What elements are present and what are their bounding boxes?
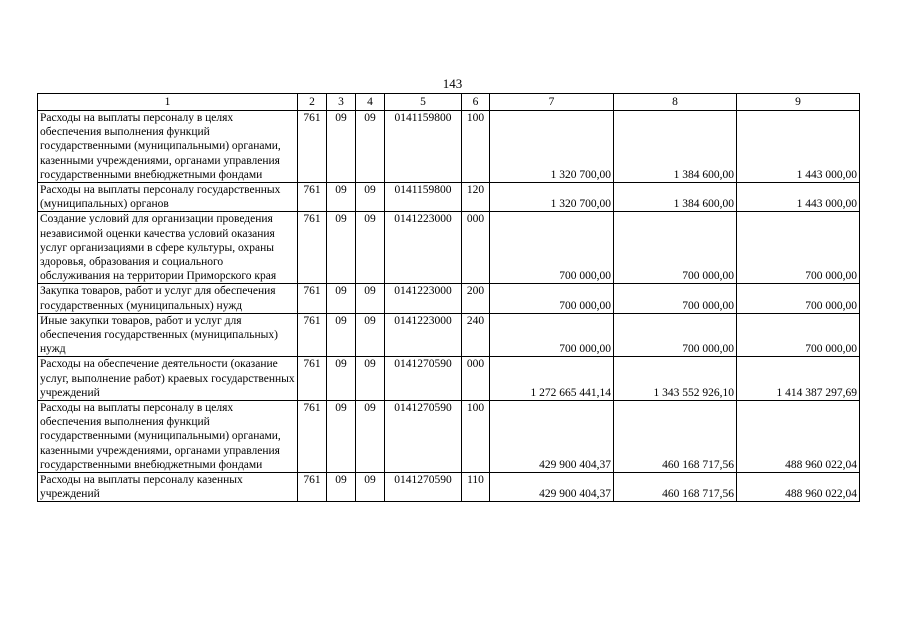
code-cell: 0141270590 xyxy=(385,357,462,401)
amount-cell: 488 960 022,04 xyxy=(737,473,860,502)
code-cell: 761 xyxy=(298,357,327,401)
header-cell: 9 xyxy=(737,94,860,111)
amount-cell: 429 900 404,37 xyxy=(490,401,614,473)
code-cell: 110 xyxy=(462,473,490,502)
code-cell: 240 xyxy=(462,313,490,357)
code-cell: 000 xyxy=(462,212,490,284)
header-cell: 2 xyxy=(298,94,327,111)
description-cell: Иные закупки товаров, работ и услуг для обеспечения государственных (муниципальных) нужд xyxy=(38,313,298,357)
amount-cell: 1 414 387 297,69 xyxy=(737,357,860,401)
amount-cell: 1 384 600,00 xyxy=(614,183,737,212)
description-cell: Расходы на выплаты персоналу в целях обеспечения выполнения функций государственными (муниципальными) органами, казенными учреждениями, органами управления государственными внебюджетными фондами xyxy=(38,111,298,183)
code-cell: 000 xyxy=(462,357,490,401)
description-cell: Расходы на выплаты персоналу казенных учреждений xyxy=(38,473,298,502)
code-cell: 09 xyxy=(356,212,385,284)
amount-cell: 700 000,00 xyxy=(614,313,737,357)
amount-cell: 429 900 404,37 xyxy=(490,473,614,502)
amount-cell: 1 320 700,00 xyxy=(490,183,614,212)
header-cell: 7 xyxy=(490,94,614,111)
header-cell: 5 xyxy=(385,94,462,111)
amount-cell: 1 343 552 926,10 xyxy=(614,357,737,401)
code-cell: 09 xyxy=(327,183,356,212)
table-row xyxy=(38,183,860,212)
code-cell: 761 xyxy=(298,313,327,357)
amount-cell: 700 000,00 xyxy=(737,313,860,357)
amount-cell: 700 000,00 xyxy=(490,212,614,284)
code-cell: 0141159800 xyxy=(385,183,462,212)
code-cell: 09 xyxy=(356,357,385,401)
header-cell: 1 xyxy=(38,94,298,111)
table-row xyxy=(38,284,860,313)
code-cell: 761 xyxy=(298,111,327,183)
description-cell: Расходы на обеспечение деятельности (оказание услуг, выполнение работ) краевых государственных учреждений xyxy=(38,357,298,401)
amount-cell: 700 000,00 xyxy=(614,212,737,284)
amount-cell: 488 960 022,04 xyxy=(737,401,860,473)
header-cell: 3 xyxy=(327,94,356,111)
code-cell: 761 xyxy=(298,212,327,284)
code-cell: 761 xyxy=(298,183,327,212)
code-cell: 09 xyxy=(327,473,356,502)
amount-cell: 1 443 000,00 xyxy=(737,183,860,212)
code-cell: 09 xyxy=(356,313,385,357)
code-cell: 761 xyxy=(298,473,327,502)
code-cell: 0141270590 xyxy=(385,473,462,502)
code-cell: 09 xyxy=(327,357,356,401)
table-row xyxy=(38,111,860,183)
code-cell: 09 xyxy=(356,111,385,183)
amount-cell: 1 443 000,00 xyxy=(737,111,860,183)
code-cell: 09 xyxy=(356,473,385,502)
table-header-row xyxy=(38,94,860,111)
code-cell: 0141159800 xyxy=(385,111,462,183)
amount-cell: 1 320 700,00 xyxy=(490,111,614,183)
table-row xyxy=(38,313,860,357)
budget-table xyxy=(37,93,860,502)
code-cell: 09 xyxy=(356,183,385,212)
code-cell: 09 xyxy=(327,284,356,313)
amount-cell: 460 168 717,56 xyxy=(614,401,737,473)
amount-cell: 700 000,00 xyxy=(490,284,614,313)
table-row xyxy=(38,212,860,284)
amount-cell: 700 000,00 xyxy=(737,212,860,284)
header-cell: 4 xyxy=(356,94,385,111)
description-cell: Закупка товаров, работ и услуг для обеспечения государственных (муниципальных) нужд xyxy=(38,284,298,313)
code-cell: 100 xyxy=(462,401,490,473)
code-cell: 09 xyxy=(356,284,385,313)
code-cell: 761 xyxy=(298,284,327,313)
code-cell: 0141223000 xyxy=(385,313,462,357)
table-row xyxy=(38,401,860,473)
amount-cell: 1 272 665 441,14 xyxy=(490,357,614,401)
code-cell: 120 xyxy=(462,183,490,212)
header-cell: 6 xyxy=(462,94,490,111)
description-cell: Создание условий для организации проведения независимой оценки качества условий оказания услуг организациями в сфере культуры, охраны здоровья, образования и социального обслуживания на территории Приморского края xyxy=(38,212,298,284)
amount-cell: 460 168 717,56 xyxy=(614,473,737,502)
code-cell: 09 xyxy=(327,313,356,357)
code-cell: 200 xyxy=(462,284,490,313)
table-row xyxy=(38,357,860,401)
code-cell: 0141270590 xyxy=(385,401,462,473)
code-cell: 0141223000 xyxy=(385,212,462,284)
code-cell: 761 xyxy=(298,401,327,473)
header-cell: 8 xyxy=(614,94,737,111)
amount-cell: 1 384 600,00 xyxy=(614,111,737,183)
amount-cell: 700 000,00 xyxy=(737,284,860,313)
amount-cell: 700 000,00 xyxy=(490,313,614,357)
code-cell: 09 xyxy=(327,401,356,473)
amount-cell: 700 000,00 xyxy=(614,284,737,313)
code-cell: 09 xyxy=(327,212,356,284)
table-row xyxy=(38,473,860,502)
description-cell: Расходы на выплаты персоналу в целях обеспечения выполнения функций государственными (муниципальными) органами, казенными учреждениями, органами управления государственными внебюджетными фондами xyxy=(38,401,298,473)
code-cell: 09 xyxy=(356,401,385,473)
code-cell: 0141223000 xyxy=(385,284,462,313)
description-cell: Расходы на выплаты персоналу государственных (муниципальных) органов xyxy=(38,183,298,212)
page-number: 143 xyxy=(442,76,463,91)
code-cell: 100 xyxy=(462,111,490,183)
code-cell: 09 xyxy=(327,111,356,183)
